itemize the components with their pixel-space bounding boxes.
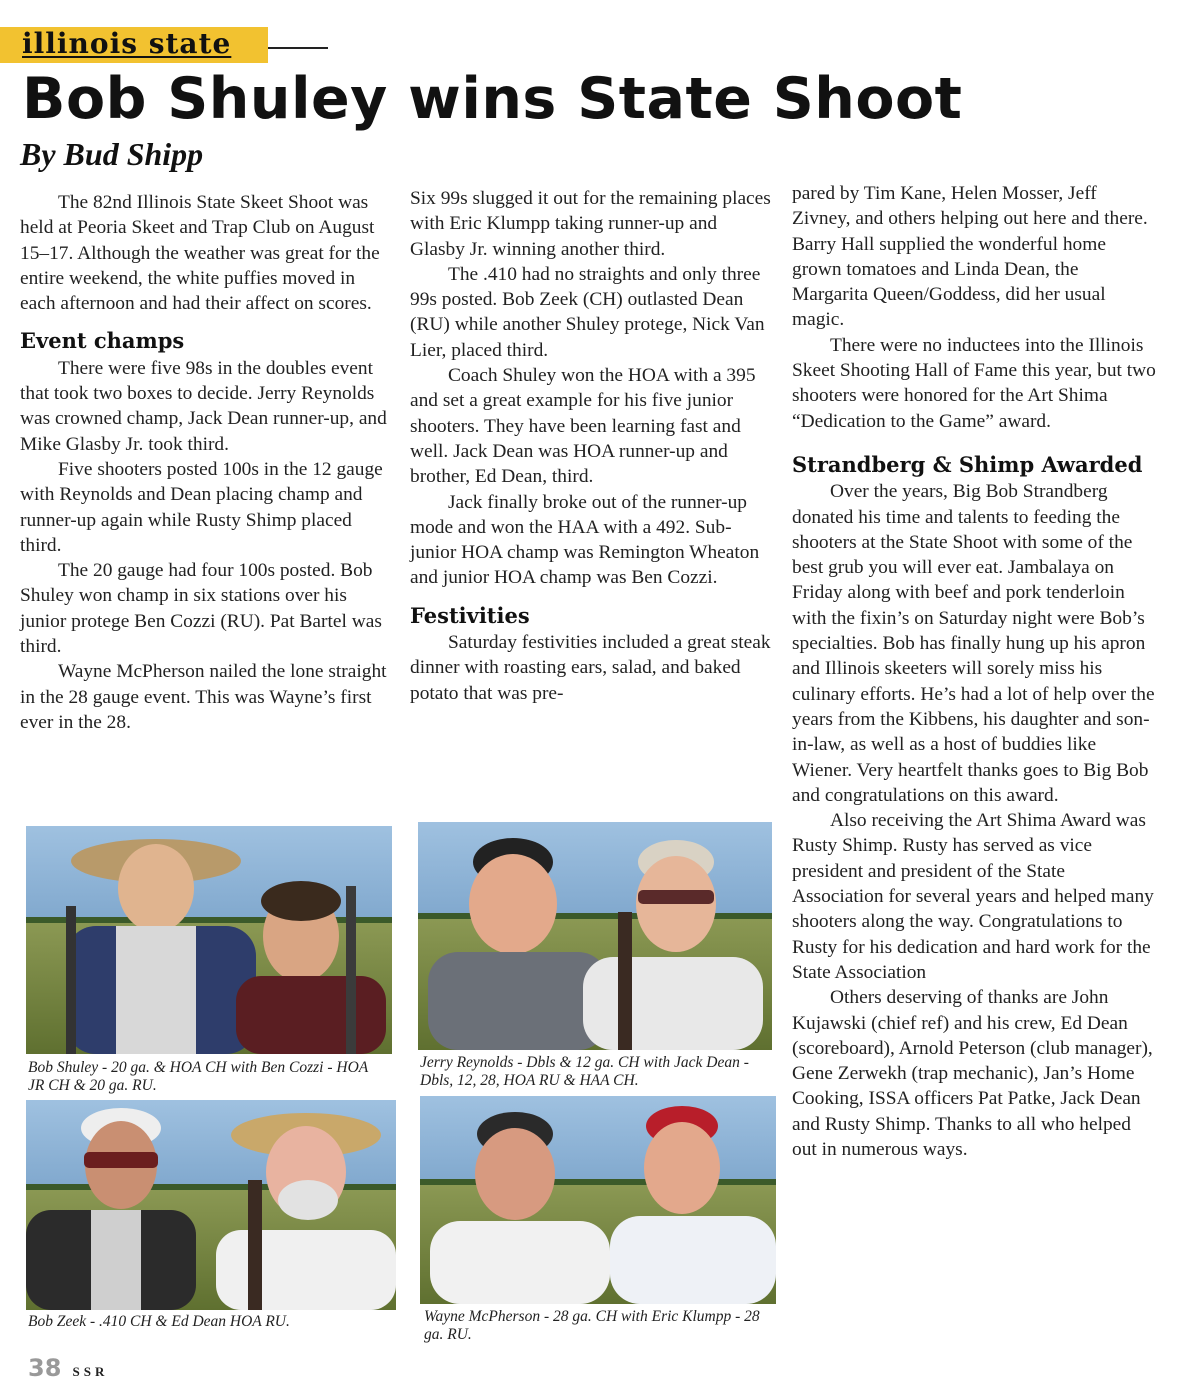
subheading-strandberg-shimp: Strandberg & Shimp Awarded	[792, 451, 1143, 477]
paragraph: The 82nd Illinois State Skeet Shoot was held at Peoria Skeet and Trap Club on August 15–17. Although the weather was great for the entire weekend, the white puffies moved in each afternoon and had their affect on scores.	[20, 192, 380, 315]
paragraph: Coach Shuley won the HOA with a 395 and set a great example for his five junior shooters. They have been learning fast and well. Jack Dean was HOA runner-up and brother, Ed Dean, third.	[410, 365, 756, 488]
subheading-festivities: Festivities	[410, 602, 530, 628]
paragraph: Over the years, Big Bob Strandberg donated his time and talents to feeding the shooters at the State Shoot with some of the best grub you will ever eat. Jambalaya on Friday along with beef and pork tenderloin with the fixin’s on Saturday night were Bob’s specialties. Bob has finally hung up his apron and Illinois skeeters will sorely miss his culinary efforts. He’s had a lot of help over the years from the Kibbens, his daughter and son-in-law, as well as a host of buddies like Wiener. Very heartfelt thanks goes to Big Bob and congratulations on this award.	[792, 481, 1155, 806]
photo-mcpherson-klumpp	[420, 1096, 776, 1304]
byline: By Bud Shipp	[20, 136, 204, 172]
section-label: illinois state	[22, 27, 232, 60]
paragraph: Five shooters posted 100s in the 12 gauge with Reynolds and Dean placing champ and runner-up again while Rusty Shimp placed third.	[20, 458, 383, 556]
paragraph: Six 99s slugged it out for the remaining places with Eric Klumpp taking runner-up and Glasby Jr. winning another third.	[410, 188, 771, 260]
photo-shuley-cozzi	[26, 826, 392, 1054]
paragraph: Saturday festivities included a great steak dinner with roasting ears, salad, and baked potato that was pre-	[410, 632, 771, 704]
article-column-2	[410, 186, 772, 706]
paragraph: Also receiving the Art Shima Award was Rusty Shimp. Rusty has served as vice president and president of the State Association for several years and helped many shooters along the way. Congratulations to Rusty for his dedication and hard work for the State Association	[792, 810, 1154, 983]
paragraph: There were five 98s in the doubles event that took two boxes to decide. Jerry Reynolds was crowned champ, Jack Dean runner-up, and Mike Glasby Jr. took third.	[20, 357, 387, 455]
photo-caption: Jerry Reynolds - Dbls & 12 ga. CH with Jack Dean - Dbls, 12, 28, HOA RU & HAA CH.	[420, 1054, 749, 1089]
paragraph: The 20 gauge had four 100s posted. Bob Shuley won champ in six stations over his junior protege Ben Cozzi (RU). Pat Bartel was third.	[20, 560, 382, 658]
paragraph: There were no inductees into the Illinois Skeet Shooting Hall of Fame this year, but two shooters were honored for the Art Shima “Dedication to the Game” award.	[792, 334, 1156, 432]
photo-caption: Bob Shuley - 20 ga. & HOA CH with Ben Cozzi - HOA JR CH & 20 ga. RU.	[28, 1059, 368, 1094]
page-footer	[28, 1354, 108, 1382]
article-column-1	[20, 190, 392, 735]
paragraph: pared by Tim Kane, Helen Mosser, Jeff Zivney, and others helping out here and there. Barry Hall supplied the wonderful home grown tomatoes and Linda Dean, the Margarita Queen/Goddess, did her usual magic.	[792, 183, 1148, 331]
section-rule	[268, 47, 328, 49]
paragraph: The .410 had no straights and only three 99s posted. Bob Zeek (CH) outlasted Dean (RU) while another Shuley protege, Nick Van Lier, placed third.	[410, 263, 765, 361]
subheading-event-champs: Event champs	[20, 328, 185, 354]
paragraph: Others deserving of thanks are John Kujawski (chief ref) and his crew, Ed Dean (scoreboard), Arnold Peterson (club manager), Gene Zerwekh (trap mechanic), Jan’s Home Cooking, ISSA officers Pat Patke, Jack Dean and Rusty Shimp. Thanks to all who helped out in numerous ways.	[792, 987, 1153, 1160]
photo-reynolds-dean	[418, 822, 772, 1050]
photo-caption: Wayne McPherson - 28 ga. CH with Eric Klumpp - 28 ga. RU.	[424, 1308, 760, 1343]
page-number: 38	[28, 1354, 62, 1382]
photo-caption: Bob Zeek - .410 CH & Ed Dean HOA RU.	[28, 1313, 290, 1330]
photo-zeek-dean	[26, 1100, 396, 1310]
article-column-3	[792, 181, 1156, 1162]
section-tag	[0, 27, 268, 63]
headline: Bob Shuley wins State Shoot	[22, 66, 963, 132]
paragraph: Jack finally broke out of the runner-up mode and won the HAA with a 492. Sub-junior HOA champ was Remington Wheaton and junior HOA champ was Ben Cozzi.	[410, 491, 760, 589]
paragraph: Wayne McPherson nailed the lone straight in the 28 gauge event. This was Wayne’s first ever in the 28.	[20, 661, 387, 733]
magazine-name: SSR	[72, 1364, 109, 1379]
